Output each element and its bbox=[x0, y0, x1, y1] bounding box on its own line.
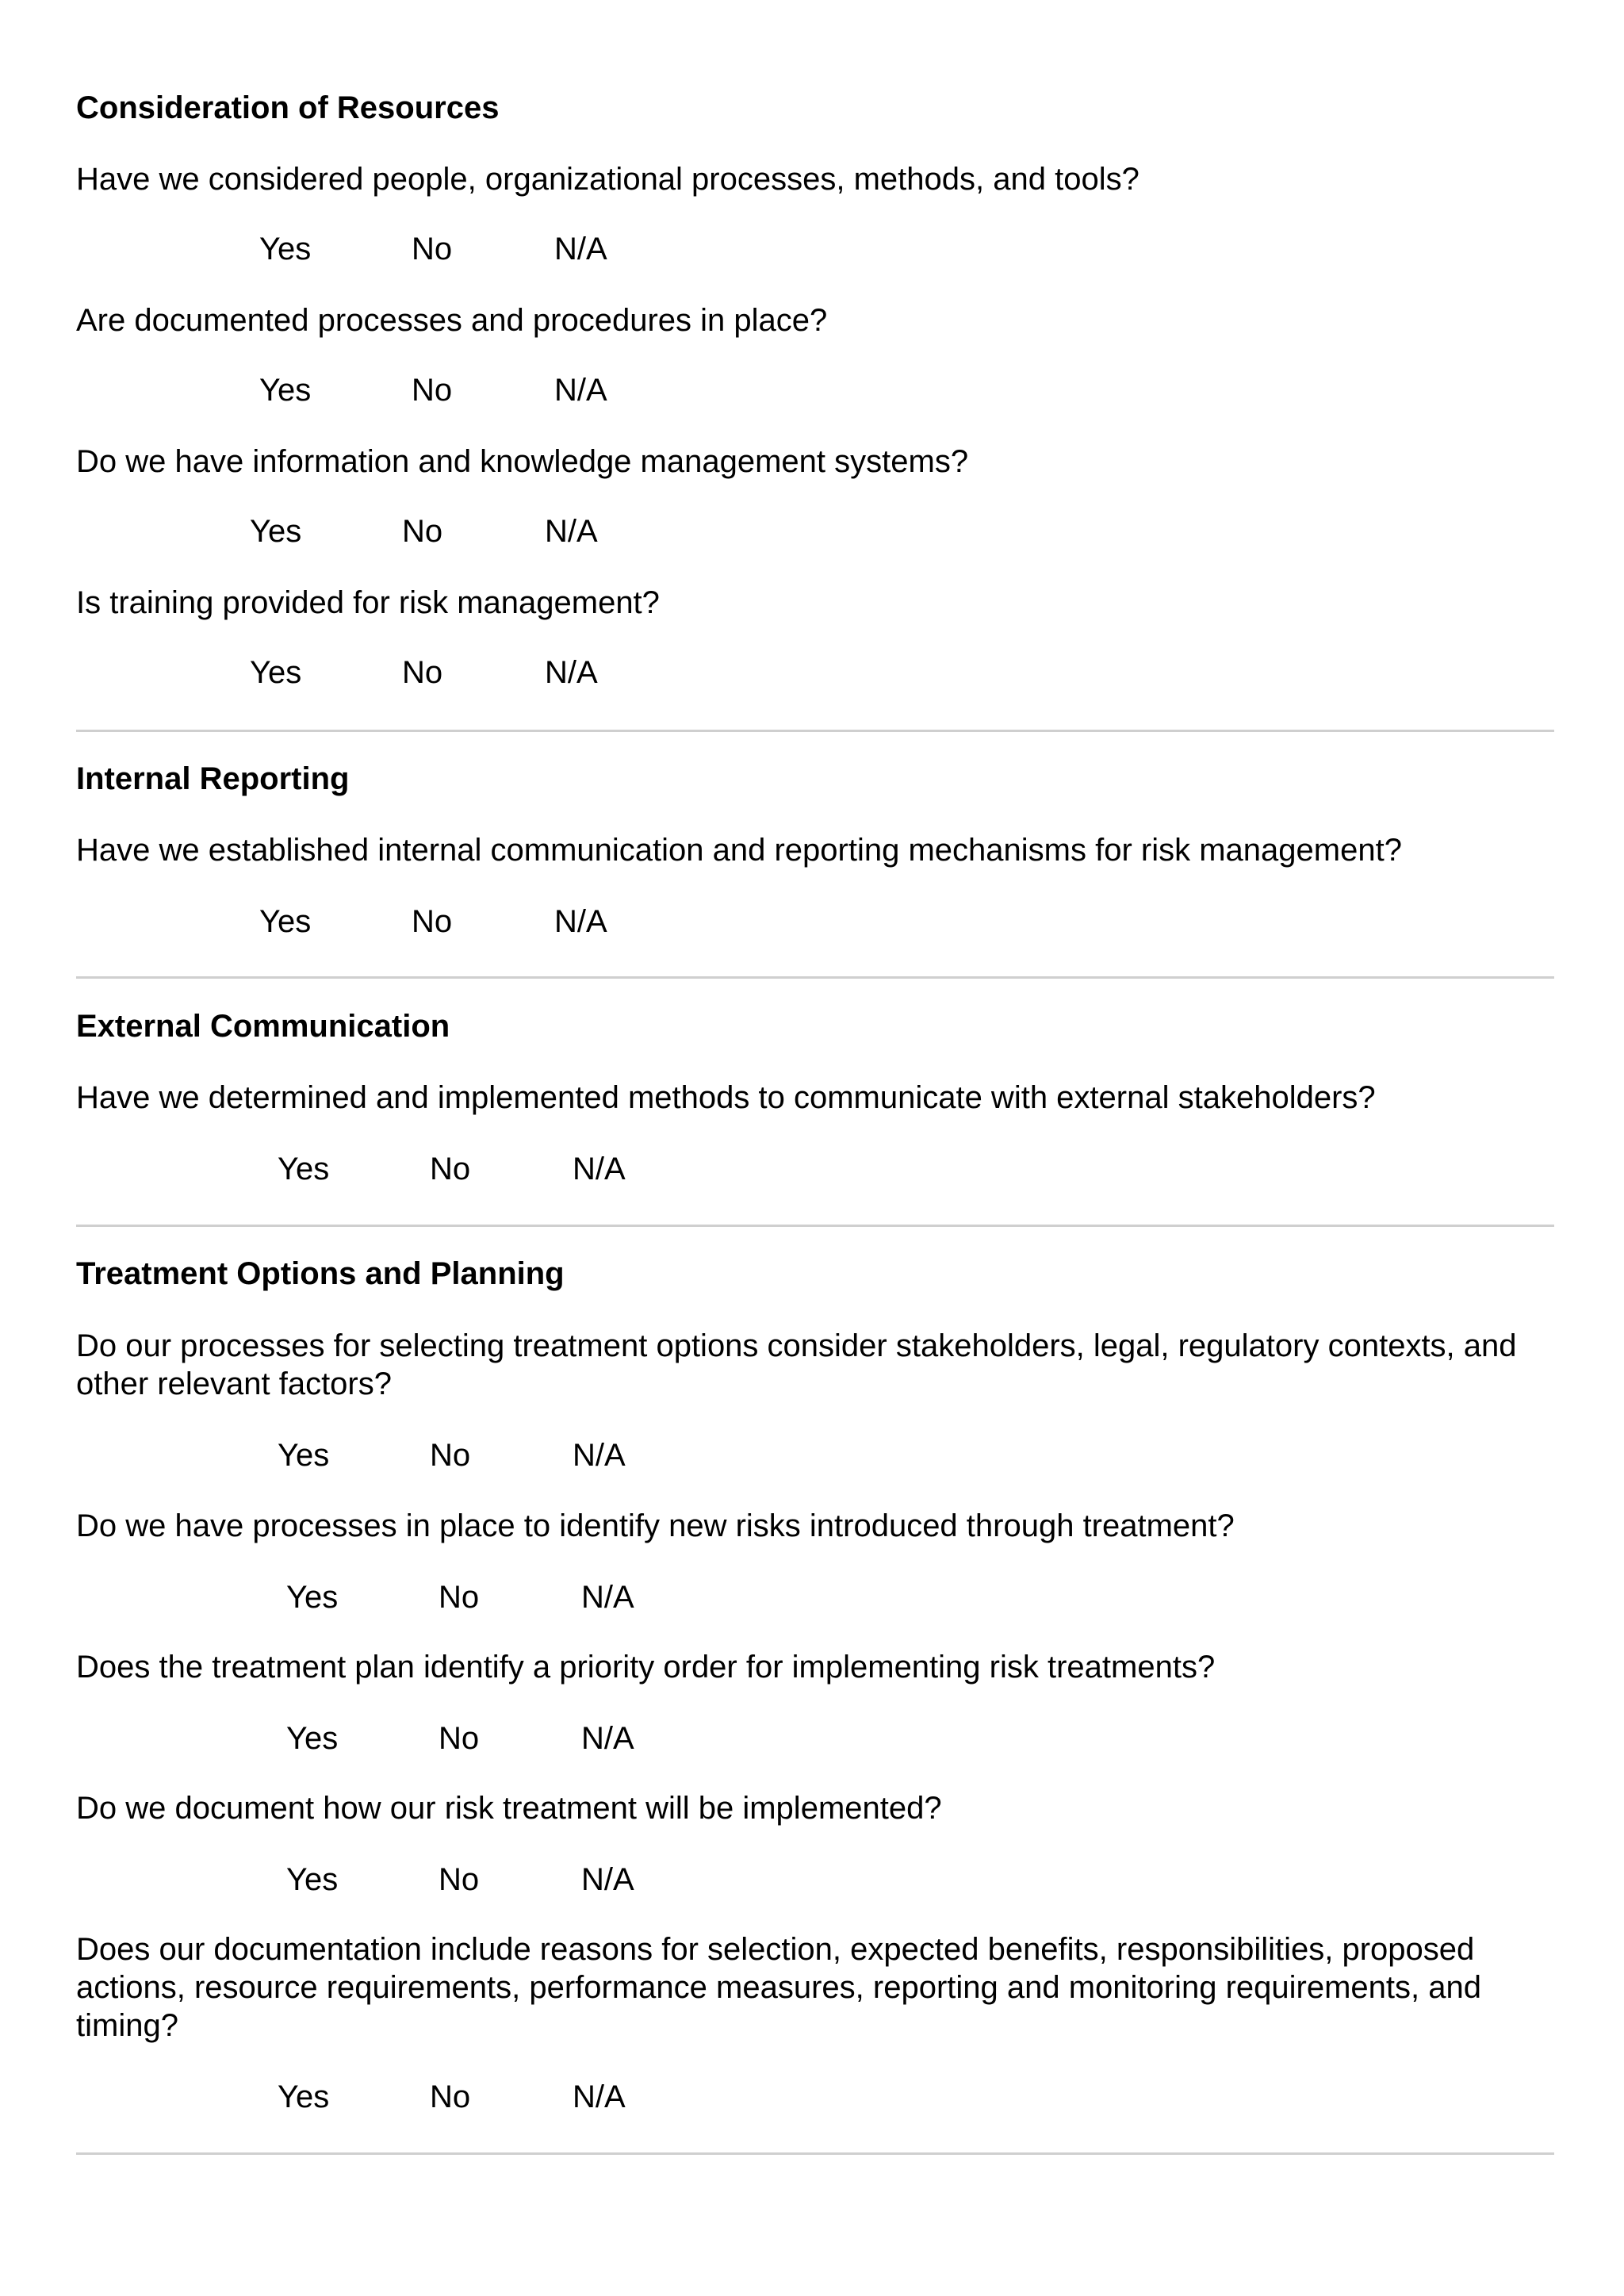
option-no[interactable]: No bbox=[412, 904, 453, 939]
option-yes[interactable]: Yes bbox=[278, 1438, 330, 1473]
option-no[interactable]: No bbox=[412, 232, 453, 266]
option-no[interactable]: No bbox=[439, 1580, 480, 1615]
option-no[interactable]: No bbox=[430, 1438, 471, 1473]
question-text: Do we have processes in place to identify new risks introduced through treatment? bbox=[76, 1508, 1235, 1543]
option-no[interactable]: No bbox=[402, 655, 443, 690]
section-divider bbox=[76, 976, 1554, 979]
option-no[interactable]: No bbox=[439, 1862, 480, 1897]
question-text: Does our documentation include reasons for selection, expected benefits, responsibilities, proposed actions, resource requirements, performance measures, reporting and monitoring requirements, and timing? bbox=[76, 1932, 1481, 2043]
option-na[interactable]: N/A bbox=[581, 1721, 634, 1756]
option-yes[interactable]: Yes bbox=[286, 1580, 339, 1615]
option-yes[interactable]: Yes bbox=[286, 1721, 339, 1756]
option-na[interactable]: N/A bbox=[545, 514, 598, 549]
section-heading: Treatment Options and Planning bbox=[76, 1256, 565, 1291]
option-na[interactable]: N/A bbox=[573, 1438, 626, 1473]
section-divider bbox=[76, 730, 1554, 732]
option-yes[interactable]: Yes bbox=[278, 2079, 330, 2114]
section-heading: Internal Reporting bbox=[76, 761, 350, 796]
option-na[interactable]: N/A bbox=[554, 232, 607, 266]
question-text: Do our processes for selecting treatment options consider stakeholders, legal, regulatory contexts, and other relevant factors? bbox=[76, 1328, 1517, 1401]
option-no[interactable]: No bbox=[402, 514, 443, 549]
question-text: Have we established internal communication and reporting mechanisms for risk management? bbox=[76, 833, 1402, 868]
option-na[interactable]: N/A bbox=[545, 655, 598, 690]
option-yes[interactable]: Yes bbox=[259, 904, 312, 939]
question-text: Do we document how our risk treatment will be implemented? bbox=[76, 1791, 942, 1826]
option-no[interactable]: No bbox=[430, 2079, 471, 2114]
section-divider bbox=[76, 2152, 1554, 2155]
option-yes[interactable]: Yes bbox=[259, 373, 312, 408]
option-yes[interactable]: Yes bbox=[278, 1152, 330, 1186]
option-na[interactable]: N/A bbox=[581, 1580, 634, 1615]
question-text: Are documented processes and procedures in place? bbox=[76, 303, 828, 338]
option-na[interactable]: N/A bbox=[573, 1152, 626, 1186]
option-no[interactable]: No bbox=[412, 373, 453, 408]
option-yes[interactable]: Yes bbox=[250, 514, 302, 549]
option-na[interactable]: N/A bbox=[581, 1862, 634, 1897]
option-yes[interactable]: Yes bbox=[259, 232, 312, 266]
option-no[interactable]: No bbox=[430, 1152, 471, 1186]
option-yes[interactable]: Yes bbox=[250, 655, 302, 690]
option-no[interactable]: No bbox=[439, 1721, 480, 1756]
section-heading: Consideration of Resources bbox=[76, 90, 500, 125]
option-na[interactable]: N/A bbox=[554, 904, 607, 939]
option-na[interactable]: N/A bbox=[573, 2079, 626, 2114]
question-text: Does the treatment plan identify a priority order for implementing risk treatments? bbox=[76, 1650, 1216, 1685]
question-text: Do we have information and knowledge management systems? bbox=[76, 444, 969, 479]
question-text: Is training provided for risk management? bbox=[76, 585, 660, 620]
option-yes[interactable]: Yes bbox=[286, 1862, 339, 1897]
section-divider bbox=[76, 1225, 1554, 1227]
question-text: Have we considered people, organizational processes, methods, and tools? bbox=[76, 162, 1139, 197]
option-na[interactable]: N/A bbox=[554, 373, 607, 408]
section-heading: External Communication bbox=[76, 1009, 450, 1044]
question-text: Have we determined and implemented methods to communicate with external stakeholders? bbox=[76, 1080, 1376, 1115]
